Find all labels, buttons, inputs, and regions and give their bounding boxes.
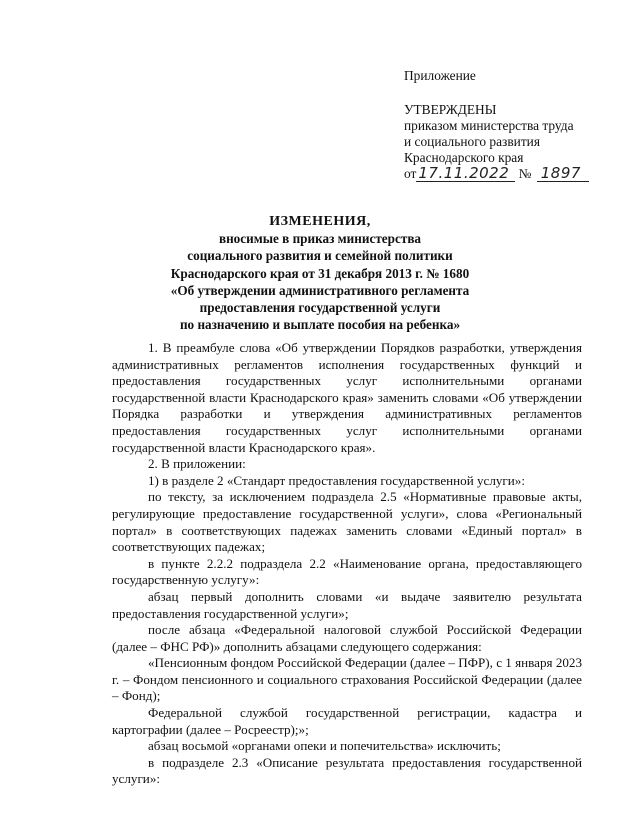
handwritten-number: 1897 (540, 164, 581, 182)
number-sign: № (518, 166, 532, 181)
paragraph-2: 2. В приложении: (148, 456, 246, 472)
order-line-2: и социального развития (404, 134, 540, 149)
approval-block (404, 68, 624, 182)
appendix-label: Приложение (404, 68, 476, 83)
title-heading: ИЗМЕНЕНИЯ, (269, 214, 371, 229)
paragraph-8: «Пенсионным фондом Российской Федерации (далее – ПФР), с 1 января 2023 г. – Фондом пенсионного и социального страхования Российской Федерации (далее – Фонд); (112, 655, 583, 704)
paragraph-9: Федеральной службой государственной регистрации, кадастра и картографии (далее – Росреестр);»; (112, 705, 582, 737)
title-line-2: социального развития и семейной политики (187, 248, 453, 264)
paragraph-5: в пункте 2.2.2 подраздела 2.2 «Наименование органа, предоставляющего государственную услугу»: (112, 555, 582, 588)
paragraph-3: 1) в разделе 2 «Стандарт предоставления государственной услуги»: (148, 472, 525, 488)
document-body (112, 340, 582, 788)
paragraph-4: по тексту, за исключением подраздела 2.5 «Нормативные правовые акты, регулирующие предоставление государственной услуги», слова «Региональный портал» в соответствующих падежах заменить словами «Единый портал» в соответствующих падежах; (112, 489, 582, 555)
handwritten-date: 17.11.2022 (418, 164, 510, 182)
paragraph-6: абзац первый дополнить словами «и выдаче заявителю результата предоставления государственной услуги»; (112, 588, 582, 621)
title-line-4: «Об утверждении административного регламента (170, 282, 470, 298)
title-line-3: Краснодарского края от 31 декабря 2013 г. № 1680 (170, 265, 470, 281)
title-line-1: вносимые в приказ министерства (218, 231, 422, 247)
title-line-5: предоставления государственной услуги (199, 300, 441, 316)
paragraph-7: после абзаца «Федеральной налоговой службой Российской Федерации (далее – ФНС РФ)» дополнить абзацами следующего содержания: (112, 622, 582, 654)
order-date-number (404, 166, 624, 182)
approved-label: УТВЕРЖДЕНЫ (404, 102, 497, 117)
paragraph-11: в подразделе 2.3 «Описание результата предоставления государственной услуги»: (112, 754, 582, 787)
order-line-1: приказом министерства труда (404, 118, 574, 133)
document-title (120, 213, 520, 333)
date-prefix: от (404, 166, 417, 181)
order-line-3: Краснодарского края (404, 150, 524, 165)
paragraph-1: 1. В преамбуле слова «Об утверждении Порядков разработки, утверждения административных регламентов исполнения государственных функций и предоставления государственных услуг исполнительными органами государственной власти Краснодарского края» заменить словами «Об утверждении Порядка разработки и утверждения административных регламентов предоставления государственных услуг исполнительными органами государственной власти Краснодарского края». (112, 340, 582, 455)
title-line-6: по назначению и выплате пособия на ребенка» (179, 317, 461, 333)
paragraph-10: абзац восьмой «органами опеки и попечительства» исключить; (148, 738, 501, 754)
